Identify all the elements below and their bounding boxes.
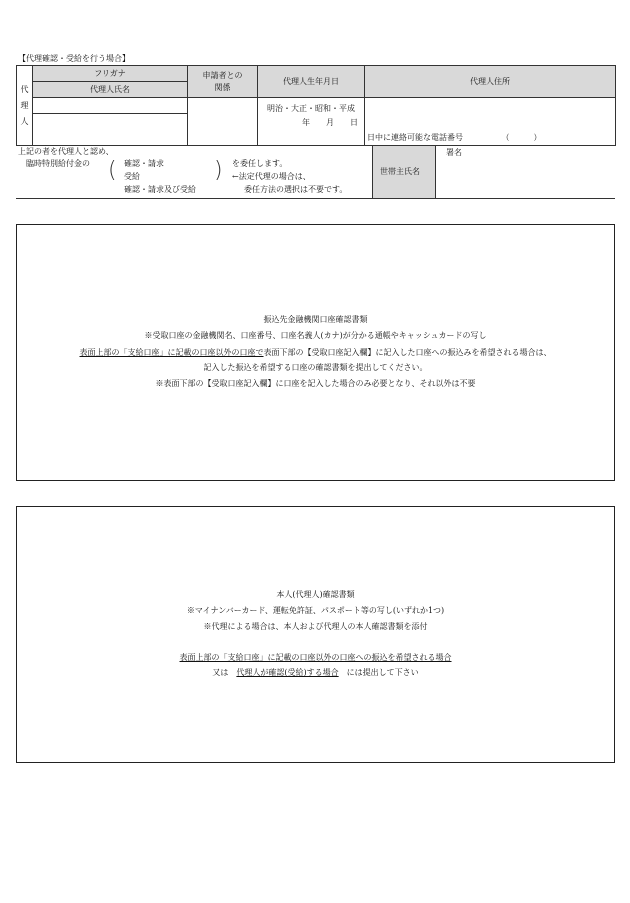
delegation-prefix: 臨時特別給付金の: [26, 159, 90, 168]
delegation-intro: 上記の者を代理人と認め、: [18, 147, 114, 156]
householder-signature-field[interactable]: [436, 146, 615, 198]
id-box-title: 本人(代理人)確認書類: [276, 590, 355, 599]
option-confirm-claim-receive[interactable]: 確認・請求及び受給: [124, 185, 196, 194]
section-title: 【代理確認・受給を行う場合】: [18, 54, 130, 63]
furigana-header: フリガナ: [33, 66, 188, 82]
id-box-line4: 又は 代理人が確認(受給)する場合 には提出して下さい: [212, 668, 419, 677]
option-receive[interactable]: 受給: [124, 172, 140, 181]
proxy-name-header: 代理人氏名: [33, 82, 188, 98]
id-document-box: [16, 506, 615, 763]
proxy-name-field[interactable]: [33, 114, 188, 146]
signature-label: 署名: [446, 148, 462, 157]
relation-header: 申請者との 関係: [188, 66, 258, 98]
householder-label-cell: [373, 146, 435, 198]
legal-proxy-note: ←法定代理の場合は、: [232, 172, 311, 181]
delegate-text: を委任します。: [232, 159, 288, 168]
address-header: 代理人住所: [365, 66, 616, 98]
bank-document-box: [16, 224, 615, 481]
proxy-row-label: 代 理 人: [17, 66, 33, 146]
bank-box-line2: 表面上部の「支給口座」に記載の口座以外の口座で表面下部の【受取口座記入欄】に記入した口座への振込みを希望される場合は、: [79, 348, 552, 357]
address-field[interactable]: [365, 98, 616, 146]
relation-field[interactable]: [188, 98, 258, 146]
phone-label: 日中に連絡可能な電話番号: [367, 133, 463, 142]
bank-box-line1: ※受取口座の金融機関名、口座番号、口座名義人(カナ)が分かる通帳やキャッシュカードの写し: [144, 331, 487, 340]
bank-box-line4: ※表面下部の【受取口座記入欄】に口座を記入した場合のみ必要となり、それ以外は不要: [155, 379, 476, 388]
householder-label: 世帯主氏名: [380, 167, 420, 176]
option-confirm-claim[interactable]: 確認・請求: [124, 159, 164, 168]
left-bracket: (: [108, 158, 117, 183]
id-box-line3: 表面上部の「支給口座」に記載の口座以外の口座への振込を希望される場合: [179, 653, 452, 662]
bank-box-title: 振込先金融機関口座確認書類: [263, 315, 368, 324]
right-bracket: ): [214, 158, 223, 183]
birthdate-field[interactable]: 明治・大正・昭和・平成 年 月 日: [258, 98, 365, 146]
birthdate-header: 代理人生年月日: [258, 66, 365, 98]
legal-proxy-note-2: 委任方法の選択は不要です。: [244, 185, 348, 194]
delegation-section: [16, 146, 615, 199]
bank-box-line3: 記入した振込を希望する口座の確認書類を提出してください。: [203, 363, 428, 372]
id-box-line1: ※マイナンバーカード、運転免許証、パスポート等の写し(いずれか1つ): [186, 606, 445, 615]
phone-field[interactable]: （ ）: [501, 133, 542, 142]
proxy-info-table: [16, 65, 616, 146]
id-box-line2: ※代理による場合は、本人および代理人の本人確認書類を添付: [203, 622, 428, 631]
furigana-field[interactable]: [33, 98, 188, 114]
